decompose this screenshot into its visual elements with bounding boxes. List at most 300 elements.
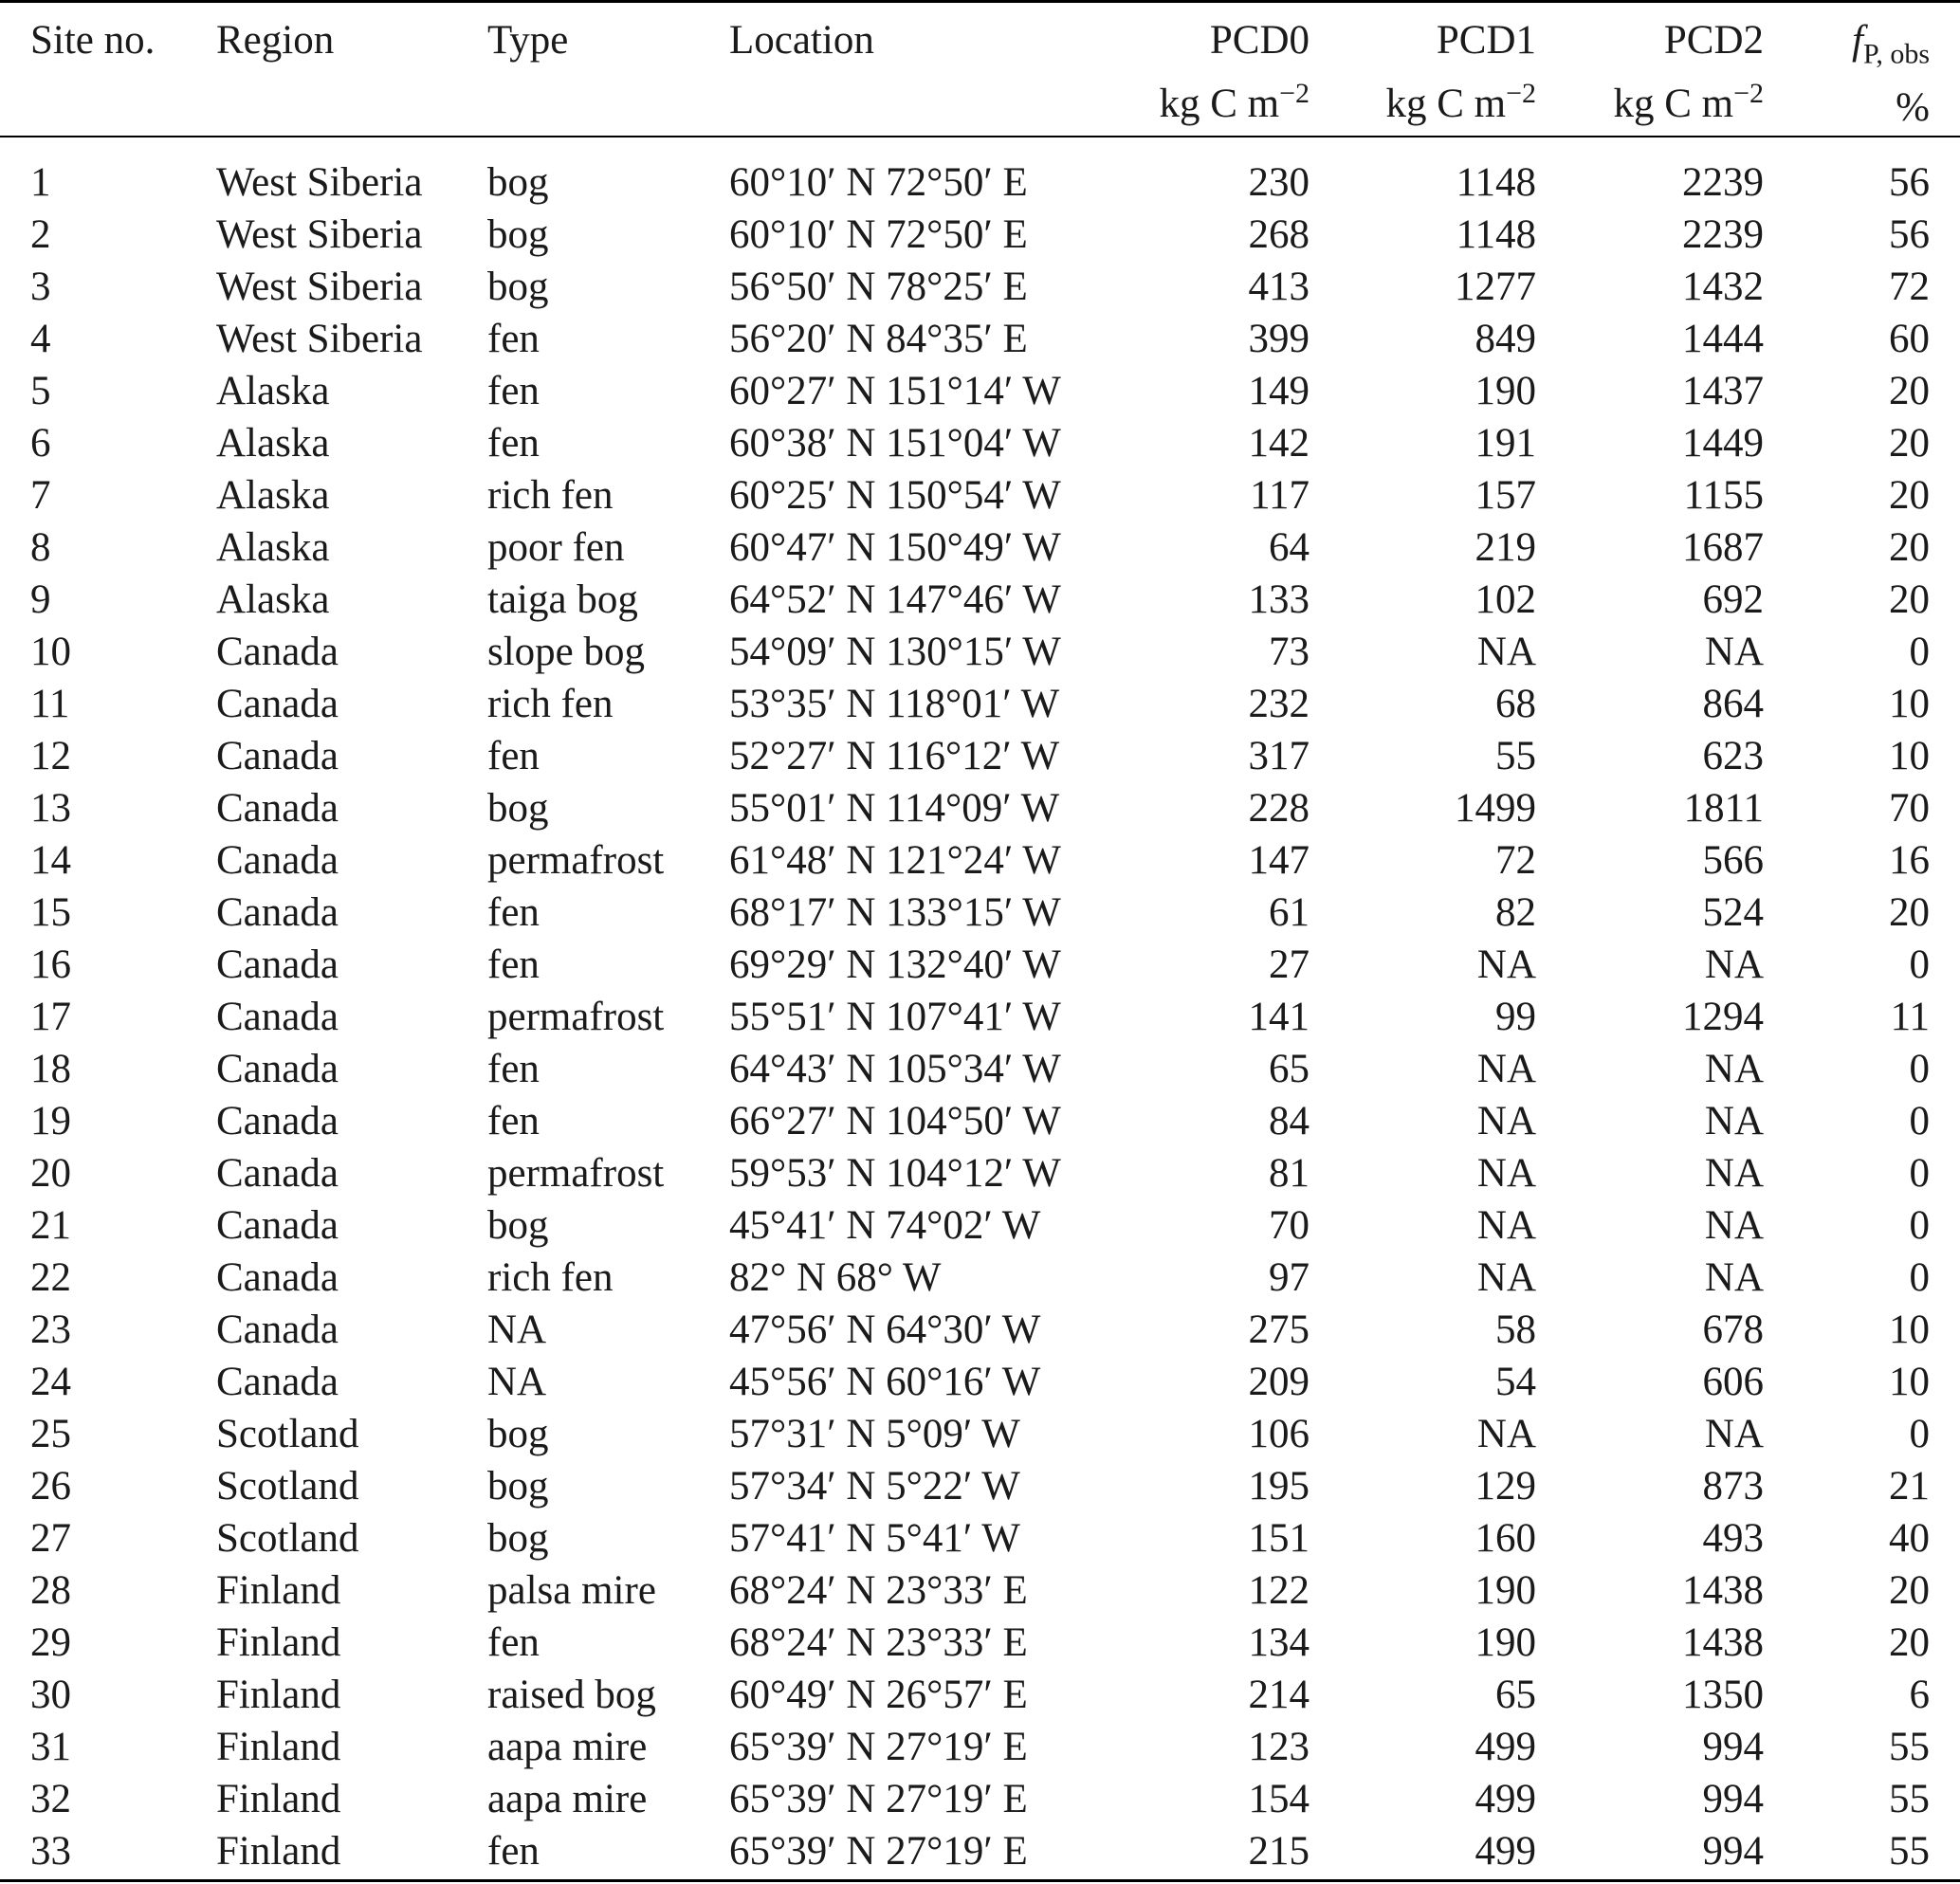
cell-region: Canada (216, 890, 339, 935)
cell-pcd1: 1277 (1455, 265, 1536, 309)
cell-location: 65°39′ N 27°19′ E (729, 1725, 1028, 1769)
cell-type: palsa mire (487, 1568, 656, 1613)
table-row (0, 1095, 1960, 1147)
cell-pcd2: 678 (1702, 1308, 1764, 1352)
cell-type: aapa mire (487, 1725, 648, 1769)
table-row (0, 1564, 1960, 1617)
cell-fp: 10 (1889, 734, 1930, 778)
cell-location: 64°43′ N 105°34′ W (729, 1047, 1061, 1091)
cell-pcd1: 102 (1475, 577, 1536, 622)
cell-pcd2: 994 (1702, 1829, 1764, 1874)
cell-type: bog (487, 212, 549, 257)
table-row (0, 991, 1960, 1043)
cell-site: 28 (30, 1568, 71, 1613)
cell-region: West Siberia (216, 317, 423, 361)
cell-fp: 0 (1909, 1047, 1930, 1091)
cell-site: 26 (30, 1464, 71, 1509)
cell-pcd0: 147 (1248, 838, 1310, 883)
cell-pcd2: 873 (1702, 1464, 1764, 1509)
cell-fp: 10 (1889, 1360, 1930, 1404)
cell-fp: 0 (1909, 942, 1930, 987)
cell-location: 60°10′ N 72°50′ E (729, 212, 1028, 257)
cell-pcd0: 84 (1269, 1099, 1310, 1143)
cell-fp: 20 (1889, 369, 1930, 413)
cell-pcd0: 81 (1269, 1151, 1310, 1196)
cell-pcd2: 1155 (1683, 473, 1764, 518)
cell-type: NA (487, 1360, 547, 1404)
cell-pcd1: NA (1476, 1151, 1536, 1196)
table-row (0, 209, 1960, 261)
cell-pcd1: 99 (1495, 995, 1536, 1039)
cell-fp: 72 (1889, 265, 1930, 309)
cell-pcd0: 195 (1248, 1464, 1310, 1509)
cell-pcd1: 58 (1495, 1308, 1536, 1352)
column-header-fp (1764, 0, 1960, 137)
cell-location: 57°31′ N 5°09′ W (729, 1412, 1020, 1456)
cell-fp: 0 (1909, 1151, 1930, 1196)
cell-pcd2: NA (1704, 1151, 1764, 1196)
cell-type: bog (487, 786, 549, 831)
cell-pcd0: 123 (1248, 1725, 1310, 1769)
cell-fp: 6 (1909, 1673, 1930, 1717)
cell-pcd0: 151 (1248, 1516, 1310, 1561)
cell-region: West Siberia (216, 265, 423, 309)
cell-location: 60°49′ N 26°57′ E (729, 1673, 1028, 1717)
cell-fp: 0 (1909, 1203, 1930, 1248)
cell-pcd2: NA (1704, 942, 1764, 987)
table-row (0, 137, 1960, 209)
cell-type: fen (487, 369, 540, 413)
table-row (0, 521, 1960, 574)
cell-site: 4 (30, 317, 51, 361)
table-row (0, 1721, 1960, 1773)
cell-site: 30 (30, 1673, 71, 1717)
cell-fp: 55 (1889, 1829, 1930, 1874)
cell-location: 60°10′ N 72°50′ E (729, 160, 1028, 205)
cell-pcd1: 190 (1475, 1568, 1536, 1613)
cell-site: 19 (30, 1099, 71, 1143)
cell-type: raised bog (487, 1673, 656, 1717)
cell-pcd2: 1432 (1682, 265, 1764, 309)
column-header-site: Site no. (30, 18, 156, 63)
cell-pcd0: 141 (1248, 995, 1310, 1039)
pcd2-label: PCD2 (1663, 18, 1764, 63)
cell-region: Canada (216, 786, 339, 831)
cell-region: Canada (216, 838, 339, 883)
cell-location: 60°38′ N 151°04′ W (729, 421, 1061, 466)
cell-location: 47°56′ N 64°30′ W (729, 1308, 1041, 1352)
bottom-rule (0, 1879, 1960, 1882)
cell-pcd0: 64 (1269, 525, 1310, 570)
table-row (0, 1773, 1960, 1825)
cell-fp: 0 (1909, 1255, 1930, 1300)
cell-pcd1: 65 (1495, 1673, 1536, 1717)
cell-pcd0: 399 (1248, 317, 1310, 361)
cell-type: rich fen (487, 473, 614, 518)
cell-pcd1: 190 (1475, 369, 1536, 413)
cell-site: 16 (30, 942, 71, 987)
pcd1-unit: kg C $m^{-2}$ (1385, 78, 1536, 126)
cell-fp: 10 (1889, 1308, 1930, 1352)
fp-label: $f_{P, obs}$ (1852, 18, 1930, 70)
cell-pcd0: 27 (1269, 942, 1310, 987)
cell-location: 60°47′ N 150°49′ W (729, 525, 1061, 570)
cell-pcd1: NA (1476, 1412, 1536, 1456)
cell-location: 56°50′ N 78°25′ E (729, 265, 1028, 309)
cell-site: 33 (30, 1829, 71, 1874)
cell-type: rich fen (487, 1255, 614, 1300)
cell-pcd0: 215 (1248, 1829, 1310, 1874)
cell-fp: 40 (1889, 1516, 1930, 1561)
cell-type: fen (487, 421, 540, 466)
cell-pcd0: 97 (1269, 1255, 1310, 1300)
cell-site: 23 (30, 1308, 71, 1352)
cell-region: Finland (216, 1725, 341, 1769)
table-row (0, 1408, 1960, 1460)
cell-location: 57°34′ N 5°22′ W (729, 1464, 1020, 1509)
cell-site: 25 (30, 1412, 71, 1456)
cell-pcd1: 190 (1475, 1620, 1536, 1665)
cell-region: Canada (216, 734, 339, 778)
cell-pcd1: 499 (1475, 1777, 1536, 1821)
cell-location: 55°51′ N 107°41′ W (729, 995, 1061, 1039)
cell-region: Canada (216, 942, 339, 987)
header-row (0, 0, 1960, 137)
cell-fp: 55 (1889, 1777, 1930, 1821)
cell-pcd1: 191 (1475, 421, 1536, 466)
cell-pcd2: NA (1704, 1255, 1764, 1300)
table-row (0, 834, 1960, 887)
table-row (0, 1512, 1960, 1564)
cell-pcd2: 2239 (1682, 160, 1764, 205)
column-header-pcd1 (1310, 0, 1536, 137)
cell-pcd0: 275 (1248, 1308, 1310, 1352)
cell-type: taiga bog (487, 577, 638, 622)
cell-type: rich fen (487, 682, 614, 726)
cell-type: slope bog (487, 630, 646, 674)
cell-site: 31 (30, 1725, 71, 1769)
cell-pcd1: 55 (1495, 734, 1536, 778)
cell-pcd1: NA (1476, 1203, 1536, 1248)
cell-type: aapa mire (487, 1777, 648, 1821)
cell-pcd1: 160 (1475, 1516, 1536, 1561)
cell-pcd0: 122 (1248, 1568, 1310, 1613)
cell-type: poor fen (487, 525, 625, 570)
cell-site: 21 (30, 1203, 71, 1248)
cell-pcd1: 68 (1495, 682, 1536, 726)
cell-pcd2: 1438 (1682, 1568, 1764, 1613)
cell-pcd2: 1294 (1682, 995, 1764, 1039)
table-row (0, 939, 1960, 991)
cell-location: 69°29′ N 132°40′ W (729, 942, 1061, 987)
column-header-region: Region (216, 18, 335, 63)
table-row (0, 626, 1960, 678)
cell-fp: 60 (1889, 317, 1930, 361)
cell-pcd1: NA (1476, 1255, 1536, 1300)
cell-location: 52°27′ N 116°12′ W (729, 734, 1060, 778)
cell-pcd1: 157 (1475, 473, 1536, 518)
cell-location: 45°41′ N 74°02′ W (729, 1203, 1041, 1248)
cell-region: Finland (216, 1673, 341, 1717)
cell-region: Canada (216, 630, 339, 674)
cell-pcd2: 2239 (1682, 212, 1764, 257)
cell-pcd1: 499 (1475, 1725, 1536, 1769)
cell-region: Canada (216, 1203, 339, 1248)
cell-pcd0: 209 (1248, 1360, 1310, 1404)
cell-region: Alaska (216, 369, 330, 413)
cell-pcd2: 606 (1702, 1360, 1764, 1404)
cell-fp: 0 (1909, 1099, 1930, 1143)
cell-fp: 56 (1889, 212, 1930, 257)
cell-pcd0: 149 (1248, 369, 1310, 413)
cell-type: NA (487, 1308, 547, 1352)
cell-region: Alaska (216, 577, 330, 622)
table-row (0, 574, 1960, 626)
cell-fp: 70 (1889, 786, 1930, 831)
cell-site: 13 (30, 786, 71, 831)
cell-pcd2: NA (1704, 630, 1764, 674)
cell-location: 45°56′ N 60°16′ W (729, 1360, 1041, 1404)
cell-location: 65°39′ N 27°19′ E (729, 1777, 1028, 1821)
cell-type: fen (487, 734, 540, 778)
cell-pcd2: 692 (1702, 577, 1764, 622)
cell-region: Alaska (216, 473, 330, 518)
cell-fp: 20 (1889, 890, 1930, 935)
cell-location: 57°41′ N 5°41′ W (729, 1516, 1020, 1561)
cell-pcd1: 54 (1495, 1360, 1536, 1404)
table-row (0, 1460, 1960, 1512)
cell-pcd2: 1449 (1682, 421, 1764, 466)
cell-site: 18 (30, 1047, 71, 1091)
table-row (0, 730, 1960, 782)
cell-fp: 10 (1889, 682, 1930, 726)
cell-pcd0: 65 (1269, 1047, 1310, 1091)
cell-site: 7 (30, 473, 51, 518)
cell-pcd0: 228 (1248, 786, 1310, 831)
cell-pcd2: 1438 (1682, 1620, 1764, 1665)
table-row (0, 1356, 1960, 1408)
cell-region: West Siberia (216, 160, 423, 205)
cell-site: 1 (30, 160, 51, 205)
cell-pcd0: 154 (1248, 1777, 1310, 1821)
cell-region: Finland (216, 1620, 341, 1665)
cell-type: fen (487, 1620, 540, 1665)
cell-pcd0: 214 (1248, 1673, 1310, 1717)
cell-site: 14 (30, 838, 71, 883)
cell-type: permafrost (487, 995, 665, 1039)
cell-pcd2: 524 (1702, 890, 1764, 935)
cell-pcd0: 73 (1269, 630, 1310, 674)
cell-pcd2: NA (1704, 1412, 1764, 1456)
table-row (0, 365, 1960, 417)
cell-fp: 55 (1889, 1725, 1930, 1769)
cell-fp: 20 (1889, 1620, 1930, 1665)
cell-region: Canada (216, 1360, 339, 1404)
cell-region: Canada (216, 1047, 339, 1091)
cell-pcd2: 1811 (1683, 786, 1764, 831)
cell-pcd0: 268 (1248, 212, 1310, 257)
column-header-type: Type (487, 18, 569, 63)
cell-pcd2: 994 (1702, 1725, 1764, 1769)
cell-fp: 21 (1889, 1464, 1930, 1509)
cell-location: 68°17′ N 133°15′ W (729, 890, 1061, 935)
cell-pcd0: 413 (1248, 265, 1310, 309)
cell-region: Canada (216, 1308, 339, 1352)
cell-fp: 20 (1889, 421, 1930, 466)
cell-region: Canada (216, 1255, 339, 1300)
cell-pcd2: NA (1704, 1099, 1764, 1143)
cell-location: 82° N 68° W (729, 1255, 942, 1300)
cell-location: 59°53′ N 104°12′ W (729, 1151, 1061, 1196)
cell-site: 17 (30, 995, 71, 1039)
table-row (0, 1825, 1960, 1877)
cell-site: 5 (30, 369, 51, 413)
cell-pcd2: 864 (1702, 682, 1764, 726)
cell-fp: 56 (1889, 160, 1930, 205)
cell-pcd0: 142 (1248, 421, 1310, 466)
table-row (0, 887, 1960, 939)
cell-region: Canada (216, 995, 339, 1039)
cell-fp: 20 (1889, 577, 1930, 622)
cell-fp: 0 (1909, 1412, 1930, 1456)
cell-region: Canada (216, 682, 339, 726)
cell-type: permafrost (487, 1151, 665, 1196)
table-row (0, 1147, 1960, 1199)
cell-site: 3 (30, 265, 51, 309)
cell-pcd0: 61 (1269, 890, 1310, 935)
cell-location: 55°01′ N 114°09′ W (729, 786, 1060, 831)
cell-pcd1: 1499 (1455, 786, 1536, 831)
cell-type: bog (487, 1412, 549, 1456)
cell-location: 56°20′ N 84°35′ E (729, 317, 1028, 361)
cell-site: 27 (30, 1516, 71, 1561)
cell-pcd1: 129 (1475, 1464, 1536, 1509)
cell-type: bog (487, 265, 549, 309)
cell-location: 53°35′ N 118°01′ W (729, 682, 1060, 726)
cell-location: 65°39′ N 27°19′ E (729, 1829, 1028, 1874)
cell-site: 6 (30, 421, 51, 466)
cell-pcd1: 499 (1475, 1829, 1536, 1874)
cell-type: fen (487, 942, 540, 987)
cell-region: Finland (216, 1829, 341, 1874)
table-row (0, 261, 1960, 313)
cell-pcd0: 317 (1248, 734, 1310, 778)
cell-pcd0: 134 (1248, 1620, 1310, 1665)
cell-type: bog (487, 160, 549, 205)
cell-location: 64°52′ N 147°46′ W (729, 577, 1061, 622)
cell-region: Finland (216, 1568, 341, 1613)
column-header-pcd0 (1129, 0, 1310, 137)
cell-location: 66°27′ N 104°50′ W (729, 1099, 1061, 1143)
table-row (0, 1669, 1960, 1721)
cell-type: fen (487, 317, 540, 361)
cell-pcd1: NA (1476, 1047, 1536, 1091)
cell-pcd2: 1437 (1682, 369, 1764, 413)
cell-pcd2: 1687 (1682, 525, 1764, 570)
cell-type: bog (487, 1464, 549, 1509)
cell-fp: 20 (1889, 473, 1930, 518)
cell-location: 68°24′ N 23°33′ E (729, 1568, 1028, 1613)
fp-unit: % (1896, 84, 1930, 130)
cell-region: Alaska (216, 421, 330, 466)
pcd0-label: PCD0 (1209, 18, 1310, 63)
cell-pcd1: 82 (1495, 890, 1536, 935)
cell-region: Scotland (216, 1516, 359, 1561)
cell-pcd1: 849 (1475, 317, 1536, 361)
cell-location: 60°25′ N 150°54′ W (729, 473, 1061, 518)
table-row (0, 1199, 1960, 1252)
cell-region: Alaska (216, 525, 330, 570)
cell-pcd0: 133 (1248, 577, 1310, 622)
cell-type: fen (487, 1047, 540, 1091)
cell-pcd2: 566 (1702, 838, 1764, 883)
cell-site: 22 (30, 1255, 71, 1300)
cell-site: 20 (30, 1151, 71, 1196)
cell-pcd2: NA (1704, 1047, 1764, 1091)
cell-type: fen (487, 890, 540, 935)
cell-pcd0: 106 (1248, 1412, 1310, 1456)
cell-region: Scotland (216, 1464, 359, 1509)
cell-type: fen (487, 1829, 540, 1874)
cell-type: bog (487, 1516, 549, 1561)
table-row (0, 417, 1960, 469)
cell-pcd1: 72 (1495, 838, 1536, 883)
cell-site: 10 (30, 630, 71, 674)
cell-pcd2: 493 (1702, 1516, 1764, 1561)
cell-pcd0: 117 (1250, 473, 1310, 518)
cell-pcd2: 994 (1702, 1777, 1764, 1821)
table-row (0, 469, 1960, 521)
cell-pcd0: 230 (1248, 160, 1310, 205)
pcd0-unit: kg C $m^{-2}$ (1159, 78, 1310, 126)
cell-site: 8 (30, 525, 51, 570)
cell-type: permafrost (487, 838, 665, 883)
table-row (0, 1617, 1960, 1669)
cell-fp: 20 (1889, 1568, 1930, 1613)
cell-region: Finland (216, 1777, 341, 1821)
cell-site: 11 (30, 682, 70, 726)
cell-pcd1: 219 (1475, 525, 1536, 570)
cell-type: fen (487, 1099, 540, 1143)
cell-pcd2: NA (1704, 1203, 1764, 1248)
cell-fp: 11 (1890, 995, 1930, 1039)
table-row (0, 678, 1960, 730)
cell-pcd1: 1148 (1456, 212, 1536, 257)
cell-pcd0: 232 (1248, 682, 1310, 726)
cell-pcd1: NA (1476, 942, 1536, 987)
table-body (0, 137, 1960, 1877)
cell-site: 15 (30, 890, 71, 935)
pcd2-unit: kg C $m^{-2}$ (1613, 78, 1764, 126)
cell-region: Scotland (216, 1412, 359, 1456)
column-header-pcd2 (1536, 0, 1764, 137)
cell-site: 24 (30, 1360, 71, 1404)
cell-region: West Siberia (216, 212, 423, 257)
cell-site: 2 (30, 212, 51, 257)
cell-region: Canada (216, 1151, 339, 1196)
cell-pcd1: NA (1476, 630, 1536, 674)
cell-pcd2: 1350 (1682, 1673, 1764, 1717)
cell-site: 32 (30, 1777, 71, 1821)
cell-location: 61°48′ N 121°24′ W (729, 838, 1061, 883)
cell-region: Canada (216, 1099, 339, 1143)
cell-fp: 20 (1889, 525, 1930, 570)
cell-pcd1: NA (1476, 1099, 1536, 1143)
cell-fp: 16 (1889, 838, 1930, 883)
cell-site: 29 (30, 1620, 71, 1665)
cell-location: 54°09′ N 130°15′ W (729, 630, 1061, 674)
pcd1-label: PCD1 (1436, 18, 1536, 63)
